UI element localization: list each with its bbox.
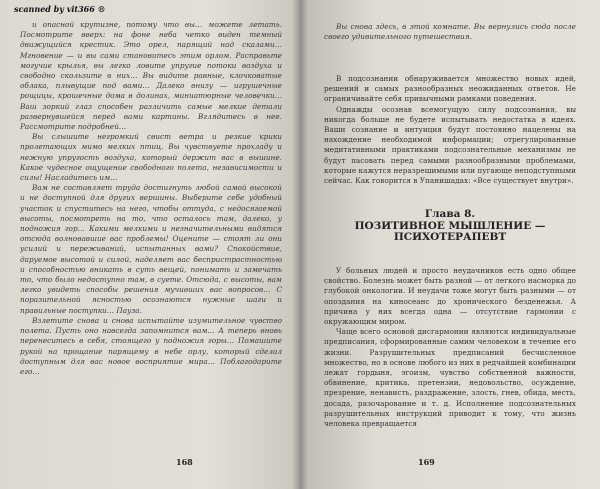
- chapter-heading: [324, 209, 576, 243]
- chapter-title-line-2: ПСИХОТЕРАПЕВТ: [393, 231, 507, 243]
- left-paragraph: Вы слышите негромкий свист ветра и резкие крики пролетающих мимо мелких птиц. Вы чувствуете прохладу и нежную упругость воздуха, который держит вас в вышине. Какое чудесное ощущение свободного полета, независимости и силы! Насладитесь им…: [20, 132, 282, 183]
- left-page-text: [20, 20, 282, 377]
- left-page-number: 168: [176, 457, 193, 467]
- left-paragraph: Взлетите снова и снова испытайте изумительное чувство полета. Пусть оно навсегда запомнится вам… А теперь вновь перенеситесь в себя, стоящего у подножия горы… Помашите рукой на прощание парящему в небе орлу, который сделал доступным для вас новое восприятие мира… Поблагодарите его…: [20, 315, 282, 376]
- chapter-body-text: [324, 266, 576, 429]
- chapter-paragraph: У больных людей и просто неудачников есть одно общее свойство. Болезнь может быть разной — от легкого насморка до глубокой онкологии. И неудачи тоже могут быть разными — от опоздания на киносеанс до хронического безденежья. А причина у них всегда одна — отсутствие гармонии с окружающим миром.: [324, 266, 576, 327]
- chapter-title-line-1: ПОЗИТИВНОЕ МЫШЛЕНИЕ —: [354, 220, 546, 232]
- right-paragraph: В подсознании обнаруживается множество новых идей, решений и самых разнообразных неожиданных ответов. Не ограничивайте себя привычными рамками поведения.: [324, 74, 576, 104]
- right-body-text: [324, 74, 576, 186]
- right-intro-paragraph: Вы снова здесь, в этой комнате. Вы вернулись сюда после своего удивительного путешествия.: [324, 22, 576, 42]
- left-paragraph: Вам не составляет труда достигнуть любой самой высокой и не доступной для других вершины. Выберите себе удобный участок и спуститесь на него, чтобы оттуда, с недосягаемой высоты, посмотреть на то, что осталось там, далеко, у подножия гор… Какими мелкими и незначительными видятся отсюда волновавшие вас проблемы! Оцените — стоят ли они усилий и переживаний, испытанных вами? Спокойствие, даруемое высотой и силой, наделяет вас беспристрастностью и способностью вникать в суть вещей, понимать и замечать то, что было недоступно там, в суете. Отсюда, с высоты, вам легко увидеть способы решения мучивших вас вопросов… С поразительной ясностью осознаются нужные шаги и правильные поступки… Пауза.: [20, 183, 282, 315]
- chapter-number: Глава 8.: [424, 208, 476, 220]
- scanner-watermark: scanned by vit366 ®: [14, 4, 106, 14]
- right-page: [300, 0, 600, 489]
- right-intro-text: [324, 22, 576, 42]
- left-paragraph: и опасной крутизне, потому что вы… можете летать. Посмотрите вверх: на фоне неба четко виден темный движущийся крестик. Это орел, парящий над скалами… Мгновение — и вы сами становитесь этим орлом. Расправьте могучие крылья, вы легко ловите упругие потоки воздуха и свободно скользите в них… Вы видите равные, клочковатые облака, плывущие под вами… Далеко внизу — игрушечные рощицы, крошечные дома в долинах, миниатюрные человечки… Ваш зоркий глаз способен различить самые мелкие детали развернувшейся перед вами картины. Вглядитесь в нее. Рассмотрите подробней…: [20, 20, 282, 132]
- right-page-number: 169: [418, 457, 435, 467]
- book-gutter: [292, 0, 308, 489]
- chapter-paragraph: Чаще всего основой дисгармонии являются индивидуальные предписания, сформированные самим человеком в течение его жизни. Разрушительных предписаний бесчисленное множество, но в основе любого из них в редчайшей комбинации лежат гордыня, эгоизм, чувство собственной важности, обвинение, критика, претензии, недовольство, осуждение, презрение, ненависть, раздражение, злость, гнев, обида, месть, досада, разочарование и т. д. Исполнение подсознательных разрушительных инструкций приводит к тому, что жизнь человека превращается: [324, 327, 576, 429]
- right-paragraph: Однажды осознав всемогущую силу подсознания, вы никогда больше не будете испытывать недостатка в идеях. Ваши сознание и интуиция будут постоянно нацелены на нахождение необходимой информации; отрегулированные медитативными практиками подсознательные механизмы не будут пасовать перед самыми разнообразными проблемами, которые кажутся неразрешимыми или пугающе неподступными сейчас. Как говорится в Упанишадах: «Все существует внутри».: [324, 104, 576, 186]
